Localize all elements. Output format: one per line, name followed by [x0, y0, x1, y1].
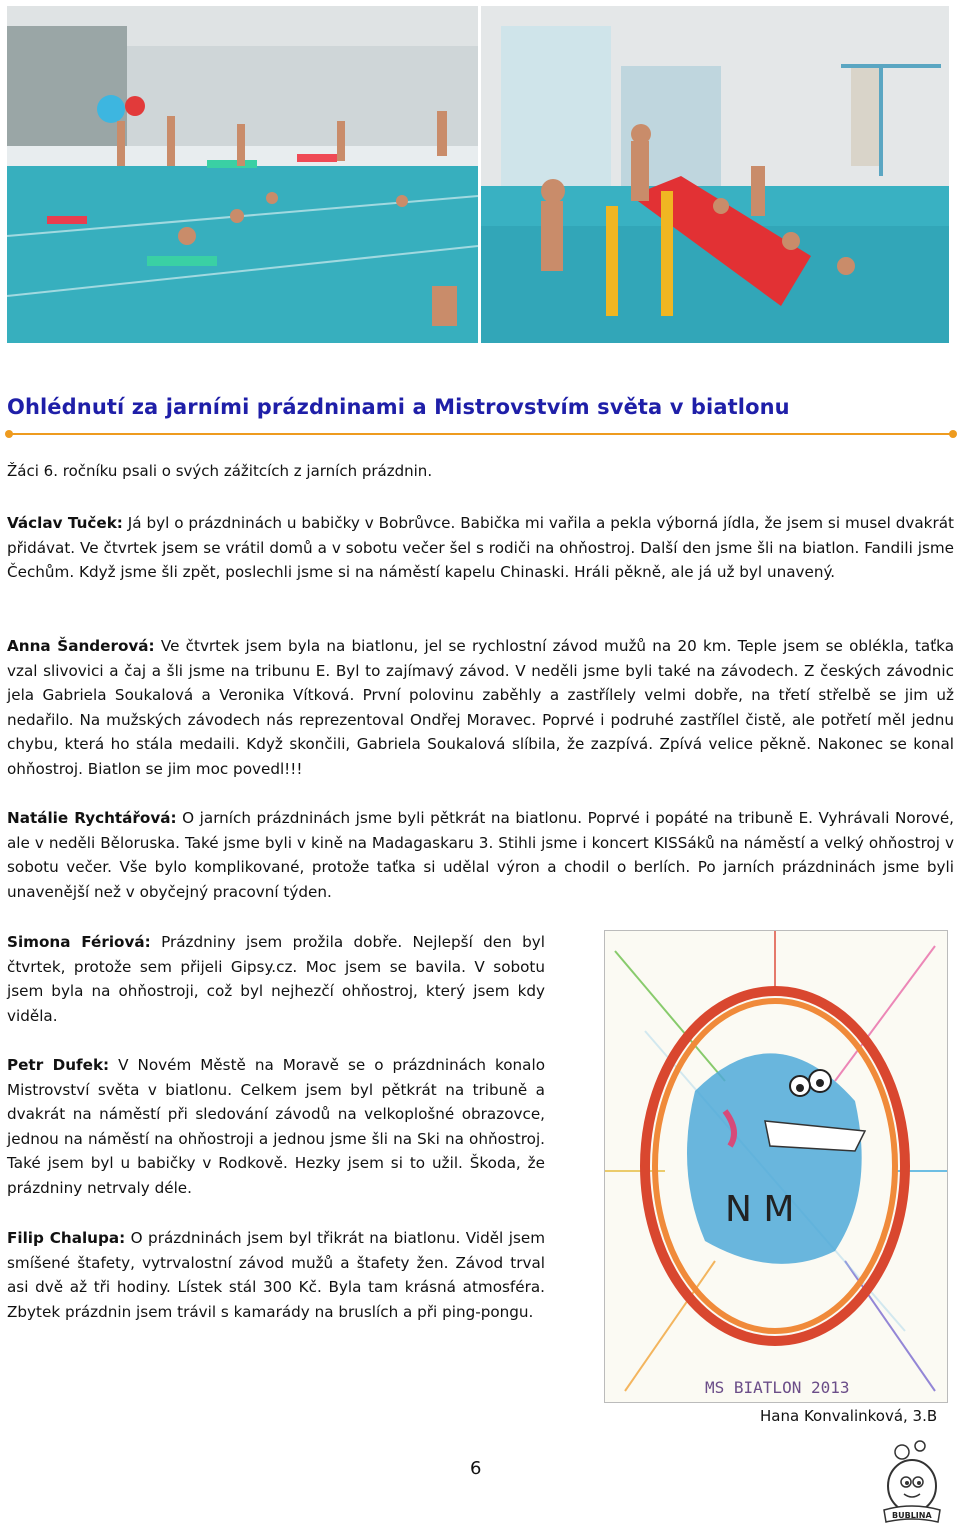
entry-natalie-rychtarova — [7, 806, 954, 904]
entry-author: Václav Tuček: — [7, 514, 123, 532]
article-intro: Žáci 6. ročníku psali o svých zážitcích z jarních prázdnin. — [7, 462, 433, 480]
mascot-lettering: BUBLINA — [892, 1511, 932, 1520]
entry-filip-chalupa — [7, 1226, 545, 1324]
divider-line — [8, 433, 954, 435]
entry-anna-sanderova — [7, 634, 954, 781]
bublina-mascot-logo — [872, 1438, 952, 1526]
drawing-caption: Hana Konvalinková, 3.B — [760, 1407, 938, 1425]
entry-author: Anna Šanderová: — [7, 637, 155, 655]
page-number: 6 — [470, 1458, 482, 1479]
entry-text: Prázdniny jsem prožila dobře. Nejlepší den byl čtvrtek, protože sem přijeli Gipsy.cz. Moc jsem se bavila. V sobotu jsem byla na ohňostroji, což byl nejhezčí ohňostroj, který jsem kdy viděla. — [7, 933, 545, 1025]
entry-text: V Novém Městě na Moravě se o prázdninách konalo Mistrovství světa v biatlonu. Celkem jsem byl pětkrát na tribuně a dvakrát na náměstí při sledování závodů na velkoplošné obrazovce, jednou na náměstí na ohňostroji a jednou jsme šli na Ski na ohňostroj. Také jsem byl u babičky v Rodkově. Hezky jsem si to užil. Škoda, že prázdniny netrvaly déle. — [7, 1056, 545, 1197]
entry-text: O jarních prázdninách jsme byli pětkrát na biatlonu. Poprvé i popáté na tribuně E. Vyhrávali Norové, ale v neděli Běloruska. Také jsme byli v kině na Madagaskaru 3. Stihli jsme i koncert KISSáků na náměstí a velký ohňostroj v sobotu večer. Vše bylo komplikované, protože taťka si udělal výron a chodil o berlích. Po jarních prázdninách jsme byli unavenější než v obyčejný pracovní týden. — [7, 809, 954, 901]
drawing-lettering: MS BIATLON 2013 — [705, 1378, 850, 1397]
entry-text: O prázdninách jsem byl třikrát na biatlonu. Viděl jsem smíšené štafety, vytrvalostní závod mužů a štafety žen. Závod trval asi dvě až tři hodiny. Lístek stál 300 Kč. Byla tam krásná atmosféra. Zbytek prázdnin jsem trávil s kamarády na bruslích a při ping-pongu. — [7, 1229, 545, 1321]
article-header — [5, 395, 957, 439]
entry-simona-feriova — [7, 930, 545, 1028]
entry-author: Filip Chalupa: — [7, 1229, 126, 1247]
entry-vaclav-tucek — [7, 511, 954, 585]
entry-text: Ve čtvrtek jsem byla na biatlonu, jel se rychlostní závod mužů na 20 km. Teple jsem se oblékla, taťka vzal slivovici a čaj a šli jsme na tribunu E. Byl to zajímavý závod. V neděli jsme byli také na závodech. Z českých závodnic jela Gabriela Soukalová a Veronika Vítková. První polovinu zaběhly a zastřílely velmi dobře, na třetí střelbě se jim už nedařilo. Na mužských závodech nás reprezentoval Ondřej Moravec. Poprvé i podruhé zastřílel čistě, ale potřetí měl jednu chybu, která ho stála medaili. Když skončili, Gabriela Soukalová slíbila, že zazpívá. Zpívá velice pěkně. Nakonec se konal ohňostroj. Biatlon se jim moc povedl!!! — [7, 637, 955, 778]
entry-author: Natálie Rychtářová: — [7, 809, 177, 827]
article-title: Ohlédnutí za jarními prázdninami a Mistrovstvím světa v biatlonu — [7, 395, 790, 419]
pool-photo-left — [7, 6, 478, 343]
entry-text: Já byl o prázdninách u babičky v Bobrůvce. Babička mi vařila a pekla výborná jídla, že jsem si musel dvakrát přidávat. Ve čtvrtek jsem se vrátil domů a v sobotu večer šel s rodiči na ohňostroj. Další den jsme šli na biatlon. Fandili jsme Čechům. Když jsme šli zpět, poslechli jsme si na náměstí kapelu Chinaski. Hráli pěkně, ale já už byl unavený. — [7, 514, 954, 581]
child-drawing — [604, 930, 948, 1403]
entry-author: Simona Fériová: — [7, 933, 151, 951]
entry-author: Petr Dufek: — [7, 1056, 110, 1074]
drawing-mascot-letters: N M — [725, 1189, 795, 1230]
pool-photo-right — [481, 6, 949, 343]
title-divider — [5, 429, 957, 439]
entry-petr-dufek — [7, 1053, 545, 1200]
divider-dot-right — [949, 430, 957, 438]
